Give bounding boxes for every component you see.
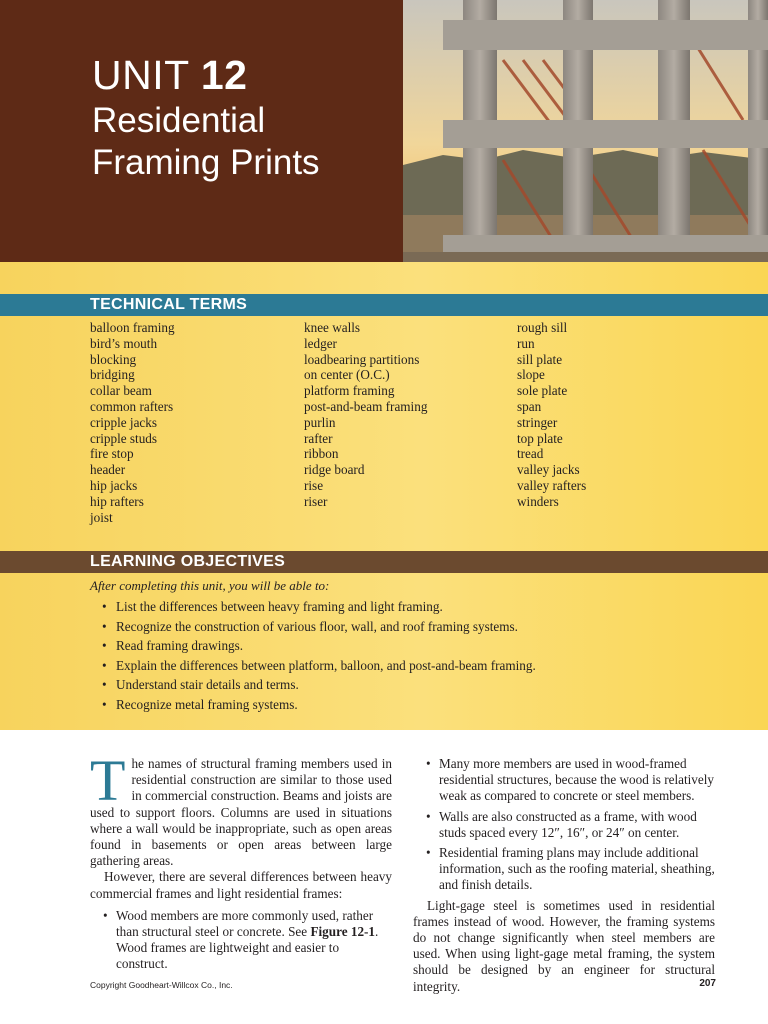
term-item: post-and-beam framing xyxy=(304,398,428,414)
objective-item: • Recognize metal framing systems. xyxy=(116,695,536,715)
terms-column-3 xyxy=(517,320,586,510)
term-item: balloon framing xyxy=(90,320,175,335)
terms-column-1 xyxy=(90,320,175,525)
term-item: run xyxy=(517,335,535,351)
term-item: hip jacks xyxy=(90,477,138,493)
list-item: • Residential framing plans may include additional information, such as the roofing material, sheathing, and finish details. xyxy=(439,845,715,894)
term-item: hip rafters xyxy=(90,493,144,509)
term-item: sole plate xyxy=(517,383,568,399)
term-item: loadbearing partitions xyxy=(304,351,420,367)
title-block xyxy=(0,0,403,262)
paragraph-3: Light-gage steel is sometimes used in residential frames instead of wood. However, the framing systems do not change significantly when steel members are used. When using light-gage metal framing, the system should be designed by an engineer for structural integrity. xyxy=(413,897,715,994)
term-item: rafter xyxy=(304,430,333,446)
drop-cap: T xyxy=(90,748,126,813)
term-item: on center (O.C.) xyxy=(304,367,390,383)
figure-reference: Figure 12-1 xyxy=(310,924,376,940)
unit-word: UNIT xyxy=(92,52,189,98)
term-item: ridge board xyxy=(304,462,365,478)
paragraph-1-text: he names of structural framing members used in residential construction are similar to those used in commercial construction. Beams and joists are used to support floors. Columns are used in situations where a wall would be inappropriate, such as open areas found in basements or open areas between large gathering areas. xyxy=(90,756,392,869)
objective-item: • Read framing drawings. xyxy=(116,636,536,656)
term-item: platform framing xyxy=(304,383,395,399)
list-item xyxy=(116,908,392,973)
body-column-right xyxy=(413,756,715,995)
intro-paragraph xyxy=(90,748,392,869)
term-item: cripple jacks xyxy=(90,414,158,430)
technical-terms-heading-text: TECHNICAL TERMS xyxy=(90,296,248,313)
objective-item: • List the differences between heavy framing and light framing. xyxy=(116,597,536,617)
terms-column-2 xyxy=(304,320,427,510)
body-column-left xyxy=(90,748,392,977)
term-item: joist xyxy=(90,509,113,525)
building-frame-photo xyxy=(403,0,768,262)
objective-item: • Understand stair details and terms. xyxy=(116,675,536,695)
term-item: span xyxy=(517,398,542,414)
unit-label xyxy=(92,52,247,98)
unit-number: 12 xyxy=(200,52,248,98)
term-item: common rafters xyxy=(90,398,174,414)
objective-item: • Recognize the construction of various floor, wall, and roof framing systems. xyxy=(116,617,536,637)
term-item: tread xyxy=(517,446,544,462)
term-item: collar beam xyxy=(90,383,152,399)
differences-list-left xyxy=(90,908,392,973)
term-item: bridging xyxy=(90,367,135,383)
term-item: top plate xyxy=(517,430,563,446)
term-item: ribbon xyxy=(304,446,339,462)
learning-objectives-heading-text: LEARNING OBJECTIVES xyxy=(90,553,286,570)
page-number: 207 xyxy=(699,978,716,989)
term-item: purlin xyxy=(304,414,336,430)
bullet-1-text: Wood members are more commonly used, rather than structural steel or concrete. See xyxy=(116,907,374,940)
term-item: blocking xyxy=(90,351,137,367)
term-item: riser xyxy=(304,493,328,509)
term-item: stringer xyxy=(517,414,558,430)
term-item: winders xyxy=(517,493,559,509)
term-item: rise xyxy=(304,477,324,493)
chapter-header xyxy=(0,0,768,262)
term-item: valley jacks xyxy=(517,462,580,478)
term-item: fire stop xyxy=(90,446,134,462)
objective-item: • Explain the differences between platform, balloon, and post-and-beam framing. xyxy=(116,656,536,676)
term-item: ledger xyxy=(304,335,337,351)
differences-list-right xyxy=(413,756,715,894)
list-item: • Many more members are used in wood-framed residential structures, because the wood is relatively weak as compared to concrete or steel members. xyxy=(439,756,715,805)
term-item: sill plate xyxy=(517,351,563,367)
technical-terms-heading xyxy=(0,294,768,316)
unit-title: Residential Framing Prints xyxy=(92,101,320,182)
objectives-intro: After completing this unit, you will be able to: xyxy=(90,578,330,593)
bullet-1-text-end: . Wood frames are lightweight and easier to construct. xyxy=(116,924,379,972)
objectives-list xyxy=(116,597,536,715)
paragraph-2: However, there are several differences between heavy commercial frames and light residential frames: xyxy=(90,869,392,901)
copyright-notice: Copyright Goodheart-Willcox Co., Inc. xyxy=(90,980,233,990)
term-item: slope xyxy=(517,367,545,383)
term-item: cripple studs xyxy=(90,430,158,446)
term-item: bird’s mouth xyxy=(90,335,158,351)
term-item: valley rafters xyxy=(517,477,587,493)
term-item: header xyxy=(90,462,126,478)
learning-objectives-heading xyxy=(0,551,768,573)
term-item: knee walls xyxy=(304,320,361,335)
list-item: • Walls are also constructed as a frame, with wood studs spaced every 12″, 16″, or 24″ on center. xyxy=(439,809,715,841)
term-item: rough sill xyxy=(517,320,568,335)
